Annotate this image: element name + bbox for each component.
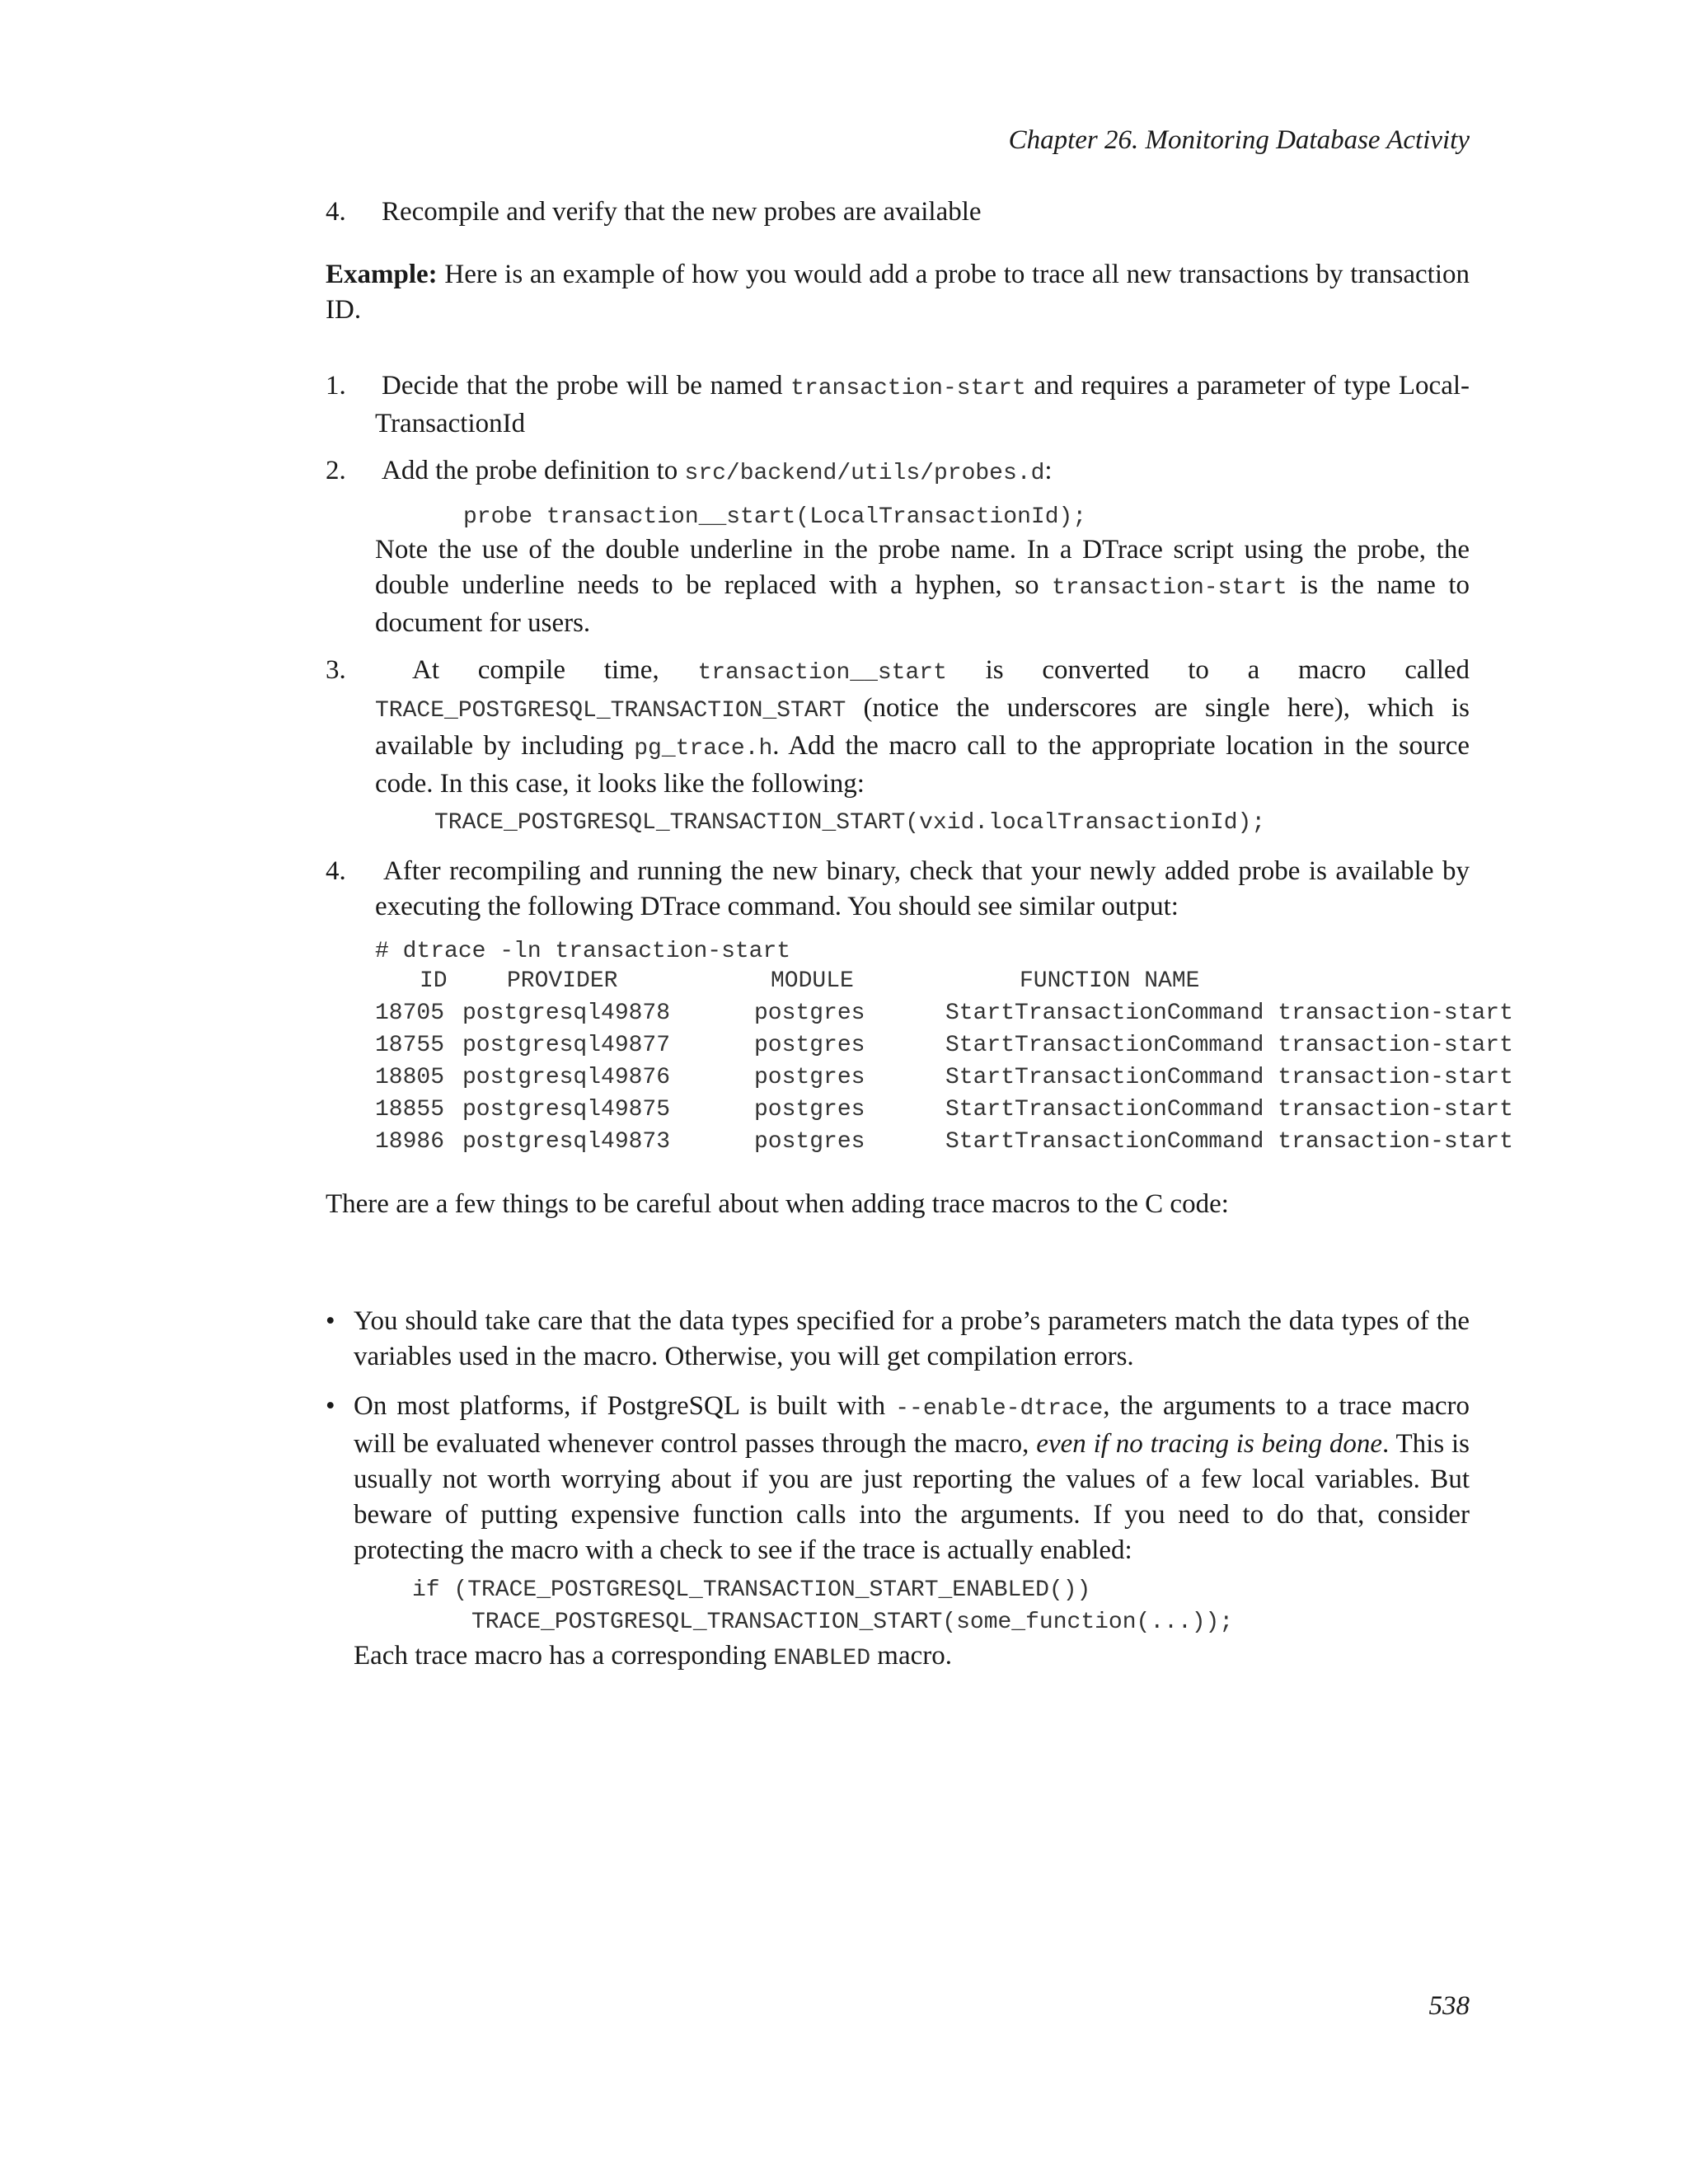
enabled-check-code-line-2: TRACE_POSTGRESQL_TRANSACTION_START(some_function(...));: [471, 1610, 1234, 1635]
header-id: ID: [420, 968, 448, 994]
header-function-name: FUNCTION NAME: [1020, 968, 1200, 994]
enabled-macro-code: ENABLED: [773, 1646, 871, 1671]
bullet-2-tail: Each trace macro has a corresponding ENABLED macro.: [354, 1641, 952, 1671]
header-module: MODULE: [771, 968, 854, 994]
emphasis-text: even if no tracing is being done: [1036, 1429, 1382, 1459]
step-4-text: After recompiling and running the new binary, check that your newly added probe is available by executing the following DTrace command. You should see similar output:: [375, 856, 1470, 921]
step-3-text: At compile time, transaction__start is converted to a macro called TRACE_POSTGRESQL_TRANSACTION_START (notice the underscores are single here), which is available by including pg_trace.h. Add the macro call to the appropriate location in the source code. In this case, it looks like the following:: [375, 655, 1470, 799]
step-2-code: src/backend/utils/probes.d: [684, 461, 1045, 486]
step-3-macro-name: TRACE_POSTGRESQL_TRANSACTION_START: [375, 698, 846, 724]
probe-definition-code: probe transaction__start(LocalTransactionId);: [463, 504, 1087, 530]
bullet-2-glyph: •: [326, 1391, 335, 1421]
step-3-number: 3.: [326, 655, 346, 685]
top-step-text: Recompile and verify that the new probes are available: [382, 197, 982, 227]
page-number: 538: [1428, 1991, 1470, 2021]
example-text: Here is an example of how you would add a probe to trace all new transactions by transaction ID.: [326, 260, 1470, 325]
document-page: Chapter 26. Monitoring Database Activity 4. Recompile and verify that the new probes are available Example: Here is an example of how you would add a probe to trace all new transactions by transaction ID. 1. Decide that the probe will be named transaction-start and requires a parameter of type Local-TransactionId 2. Add the probe definition to src/backend/utils/probes.d: probe transaction__start(LocalTransactionId); Note the use of the double underline in the probe name. In a DTrace script using the probe, the double underline needs to be replaced with a hyphen, so transaction-start is the name to document for users. 3. At compile time, transaction__start is converted to a macro called TRACE_POSTGRESQL_TRANSACTION_START (notice the underscores are single here), which is available by including pg_trace.h. Add the macro call to the appropriate location in the source code. In this case, it looks like the following: TRACE_POSTGRESQL_TRANSACTION_START(vxid.localTransactionId); 4. After recompiling and running the new binary, check that your newly added probe is available by executing the following DTrace command. You should see similar output: # dtrace -ln transaction-start ID PROVIDER MODULE FUNCTION NAME 18705 postgresql49878 postgres StartTransactionCommand transaction-start 18755 postgresql49877 postgres StartTransactionCommand transaction-start 18805 postgresql49876 postgres StartTransactionCommand transaction-start 18855 postgresql49875 postgres StartTransactionCommand transaction-start 18986 postgresql49873 postgres StartTransactionCommand transaction-start There are a few things to be careful about when adding trace macros to the C code: • You should take care that the data types specified for a probe’s parameters match the data types of the variables used in the macro. Otherwise, you will get compilation errors. • On most platforms, if PostgreSQL is built with --enable-dtrace, the arguments to a trace macro will be evaluated whenever control passes through the macro, even if no tracing is being done. This is usually not worth worrying about if you are just reporting the values of a few local variables. But beware of putting expensive function calls into the arguments. If you need to do that, consider protecting the macro with a check to see if the trace is actually enabled: if (TRACE_POSTGRESQL_TRANSACTION_START_ENABLED()) TRACE_POSTGRESQL_TRANSACTION_START(some_function(...)); Each trace macro has a corresponding ENABLED macro. 538: [326, 125, 1513, 2021]
header-provider: PROVIDER: [507, 968, 618, 994]
bullet-1-text: You should take care that the data types specified for a probe’s parameters match the data types of the variables used in the macro. Otherwise, you will get compilation errors.: [354, 1306, 1470, 1371]
step-1-code: transaction-start: [790, 376, 1026, 401]
example-paragraph: [326, 257, 1470, 328]
chapter-header: Chapter 26. Monitoring Database Activity: [1008, 125, 1470, 155]
enable-dtrace-flag: --enable-dtrace: [895, 1396, 1104, 1422]
careful-intro: There are a few things to be careful about when adding trace macros to the C code:: [326, 1189, 1229, 1219]
top-step-number: 4.: [326, 197, 346, 227]
bullet-2-text: On most platforms, if PostgreSQL is built with --enable-dtrace, the arguments to a trace macro will be evaluated whenever control passes through the macro, even if no tracing is being done. This is usually not worth worrying about if you are just reporting the values of a few local variables. But beware of putting expensive function calls into the arguments. If you need to do that, consider protecting the macro with a check to see if the trace is actually enabled:: [354, 1391, 1470, 1565]
step-1-number: 1.: [326, 371, 346, 401]
step-4-number: 4.: [326, 856, 346, 886]
step-2-number: 2.: [326, 456, 346, 485]
step-3-code: transaction__start: [697, 660, 947, 686]
step-2-text: Add the probe definition to src/backend/utils/probes.d:: [382, 456, 1053, 486]
step-3-header-file: pg_trace.h: [634, 736, 773, 762]
dtrace-command: # dtrace -ln transaction-start: [375, 939, 791, 964]
step-2-note-code: transaction-start: [1051, 575, 1287, 601]
example-label: Example:: [326, 260, 438, 289]
step-2-note: Note the use of the double underline in the probe name. In a DTrace script using the probe, the double underline needs to be replaced with a hyphen, so transaction-start is the name to document for users.: [375, 535, 1470, 638]
macro-call-code: TRACE_POSTGRESQL_TRANSACTION_START(vxid.localTransactionId);: [434, 810, 1266, 836]
bullet-1-glyph: •: [326, 1306, 335, 1336]
step-1-text: Decide that the probe will be named transaction-start and requires a parameter of type Local-TransactionId: [375, 371, 1470, 438]
enabled-check-code-line-1: if (TRACE_POSTGRESQL_TRANSACTION_START_ENABLED()): [412, 1577, 1091, 1603]
